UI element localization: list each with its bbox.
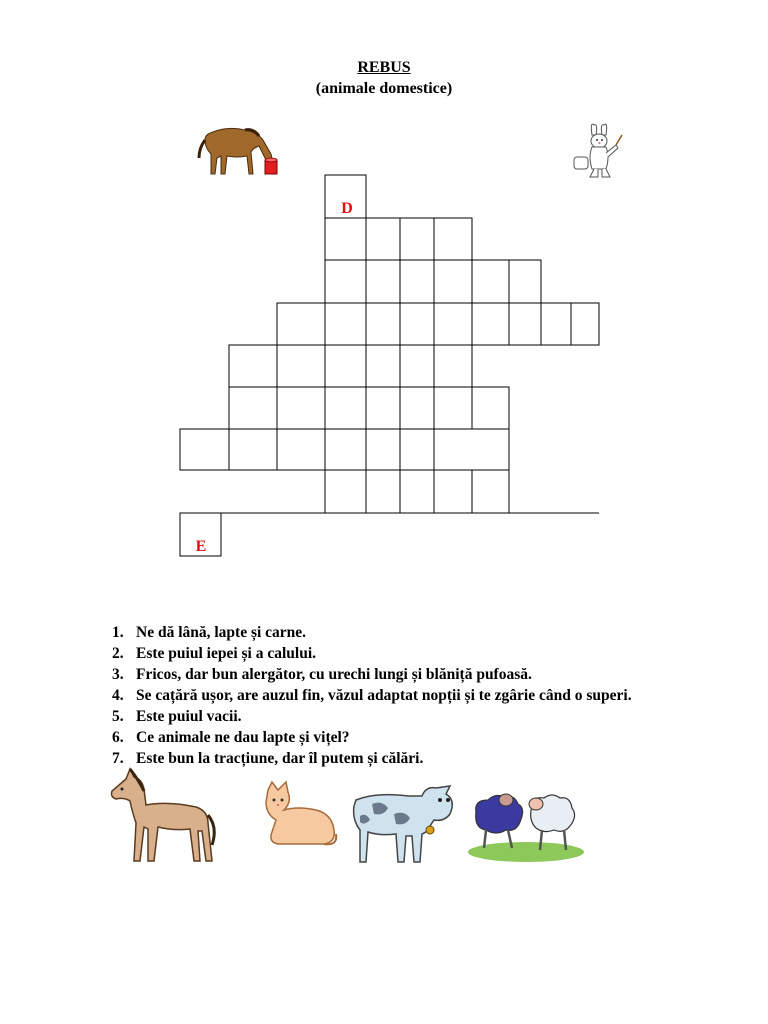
list-item: 2. Este puiul iepei și a calului. xyxy=(112,645,317,662)
sheep-icon xyxy=(466,788,588,864)
grid-cell xyxy=(400,303,434,345)
grid-cell xyxy=(434,345,472,387)
page-title: REBUS xyxy=(357,59,411,76)
grid-cell xyxy=(472,303,509,345)
grid-cell xyxy=(434,429,509,470)
grid-cell xyxy=(434,387,472,429)
grid-cell xyxy=(434,303,472,345)
grid-cell xyxy=(325,429,366,470)
grid-cell xyxy=(400,218,434,260)
grid-cell xyxy=(325,303,366,345)
list-item: 6. Ce animale ne dau lapte și vițel? xyxy=(112,729,350,746)
grid-cell xyxy=(434,260,472,303)
foal-icon xyxy=(108,765,218,867)
grid-cell xyxy=(472,260,509,303)
grid-cell xyxy=(509,260,541,303)
grid-cell xyxy=(277,345,325,387)
grid-cell xyxy=(400,345,434,387)
grid-cell xyxy=(366,429,400,470)
clue-list xyxy=(112,622,632,769)
grid-cell xyxy=(180,429,229,470)
grid-cell xyxy=(229,429,277,470)
grid-cell xyxy=(325,345,366,387)
grid-cell xyxy=(277,429,325,470)
cat-icon xyxy=(258,780,340,850)
grid-cell xyxy=(325,470,366,513)
list-item: 3. Fricos, dar bun alergător, cu urechi lungi și blăniță pufoasă. xyxy=(112,666,532,683)
list-item: 1. Ne dă lână, lapte și carne. xyxy=(112,624,307,641)
grid-cell xyxy=(366,470,400,513)
grid-cell xyxy=(366,218,400,260)
grid-cell xyxy=(325,218,366,260)
grid-cell xyxy=(472,470,509,513)
grid-cell xyxy=(366,345,400,387)
grid-cell xyxy=(472,387,509,429)
list-item: 4. Se cațără ușor, are auzul fin, văzul adaptat nopții și te zgârie când o superi. xyxy=(112,687,632,704)
grid-cell xyxy=(434,470,472,513)
grid-cell xyxy=(366,260,400,303)
grid-cell xyxy=(229,387,277,429)
page-subtitle: (animale domestice) xyxy=(315,80,453,97)
grid-cell xyxy=(400,470,434,513)
grid-cell xyxy=(229,345,277,387)
grid-cell xyxy=(571,303,599,345)
grid-cell xyxy=(400,260,434,303)
grid-cell xyxy=(400,429,434,470)
list-item: 7. Este bun la tracțiune, dar îl putem și călări. xyxy=(112,750,424,767)
grid-cell xyxy=(541,303,571,345)
grid-cell xyxy=(434,218,472,260)
grid-cell xyxy=(325,260,366,303)
calf-icon xyxy=(346,780,460,866)
grid-cell xyxy=(509,303,541,345)
grid-cell xyxy=(277,303,325,345)
grid-letter-d: D xyxy=(341,200,353,217)
list-item: 5. Este puiul vacii. xyxy=(112,708,242,725)
grid-cell xyxy=(366,303,400,345)
grid-cell xyxy=(366,387,400,429)
grid-cell xyxy=(277,387,325,429)
grid-cell xyxy=(400,387,434,429)
grid-letter-e: E xyxy=(195,538,207,555)
grid-cell xyxy=(325,387,366,429)
